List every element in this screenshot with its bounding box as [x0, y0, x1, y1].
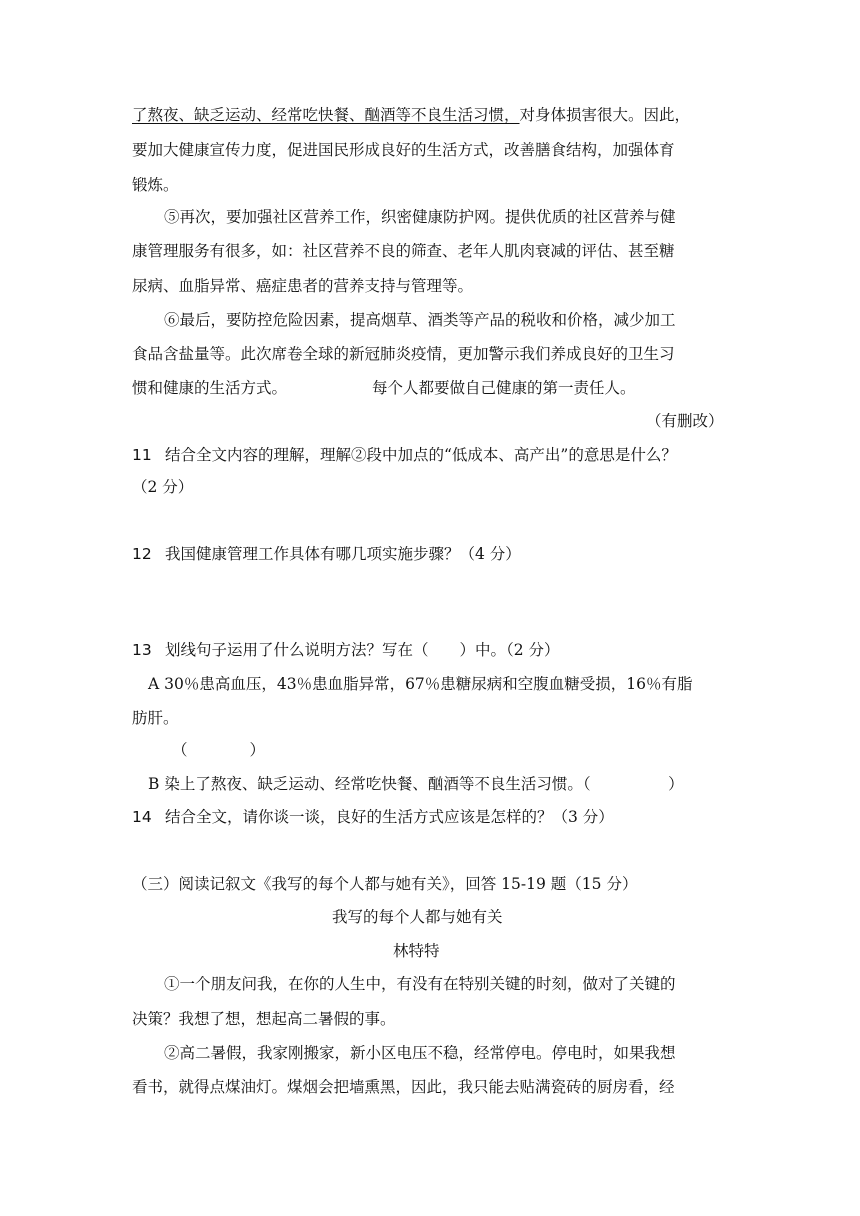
question-12-text: 我国健康管理工作具体有哪几项实施步骤？（4 分） [165, 545, 521, 563]
paragraph-4-line-1: 了熬夜、缺乏运动、经常吃快餐、酗酒等不良生活习惯，对身体损害很大。因此， [132, 106, 691, 124]
section-3-header: （三）阅读记叙文《我写的每个人都与她有关》，回答 15-19 题（15 分） [132, 875, 638, 893]
edit-note: （有删改） [646, 412, 724, 430]
underlined-sentence: 了熬夜、缺乏运动、经常吃快餐、酗酒等不良生活习惯， [132, 106, 520, 124]
question-11-number: 11 [132, 446, 152, 464]
paragraph-4-line-2: 要加大健康宣传力度，促进国民形成良好的生活方式，改善膳食结构，加强体育 [132, 141, 675, 159]
article-paragraph-2-line-1: ②高二暑假，我家刚搬家，新小区电压不稳，经常停电。停电时，如果我想 [164, 1044, 676, 1062]
paragraph-6-line-3a: 惯和健康的生活方式。 [132, 379, 288, 397]
question-12-number: 12 [132, 545, 152, 563]
paragraph-6-line-2: 食品含盐量等。此次席卷全球的新冠肺炎疫情，更加警示我们养成良好的卫生习 [132, 345, 675, 363]
paragraph-5-line-2: 康管理服务有很多，如：社区营养不良的筛查、老年人肌肉衰减的评估、甚至糖 [132, 242, 675, 260]
question-13-option-a-line-1: A 30％患高血压，43％患血脂异常，67％患糖尿病和空腹血糖受损，16％有脂 [148, 675, 693, 693]
question-14-text: 结合全文，请你谈一谈，良好的生活方式应该是怎样的？（3 分） [165, 808, 614, 826]
article-paragraph-2-line-2: 看书，就得点煤油灯。煤烟会把墙熏黑，因此，我只能去贴满瓷砖的厨房看，经 [132, 1078, 675, 1096]
paragraph-6-line-3b: 每个人都要做自己健康的第一责任人。 [372, 379, 636, 397]
article-paragraph-1-line-2: 决策？我想了想，想起高二暑假的事。 [132, 1010, 396, 1028]
paragraph-4-line-3: 锻炼。 [132, 176, 179, 194]
article-paragraph-1-line-1: ①一个朋友问我，在你的人生中，有没有在特别关键的时刻，做对了关键的 [164, 975, 676, 993]
article-author: 林特特 [393, 942, 440, 960]
paragraph-5-line-1: ⑤再次，要加强社区营养工作，织密健康防护网。提供优质的社区营养与健 [164, 208, 676, 226]
question-11-text: 结合全文内容的理解，理解②段中加点的“低成本、高产出”的意思是什么？ [165, 446, 677, 464]
question-14-number: 14 [132, 808, 152, 826]
article-title: 我写的每个人都与她有关 [332, 908, 503, 926]
paragraph-5-line-3: 尿病、血脂异常、癌症患者的营养支持与管理等。 [132, 277, 474, 295]
question-13-text: 划线句子运用了什么说明方法？写在（ ）中。（2 分） [165, 641, 560, 659]
question-13-option-b: B 染上了熬夜、缺乏运动、经常吃快餐、酗酒等不良生活习惯。（ ） [148, 775, 684, 793]
question-13-number: 13 [132, 641, 152, 659]
question-13-option-a-blank: （ ） [172, 741, 266, 759]
paragraph-6-line-1: ⑥最后，要防控危险因素，提高烟草、酒类等产品的税收和价格，减少加工 [164, 311, 676, 329]
question-13-option-a-line-2: 肪肝。 [132, 709, 179, 727]
question-11-score: （2 分） [132, 478, 194, 496]
